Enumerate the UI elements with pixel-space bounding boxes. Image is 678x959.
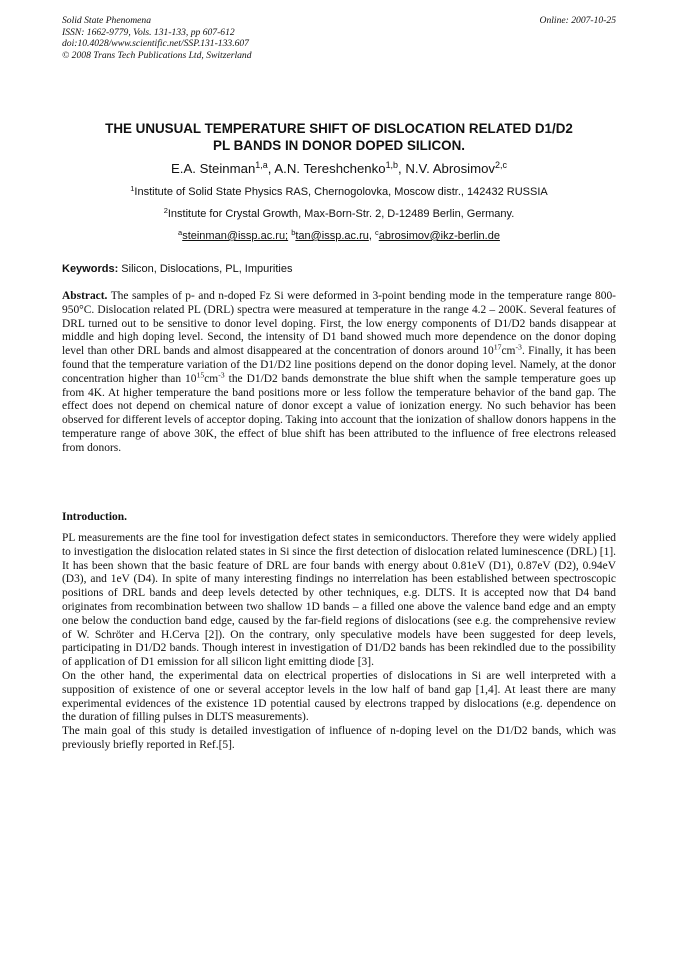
keywords-label: Keywords: <box>62 263 119 275</box>
affiliation-2 <box>30 205 648 221</box>
author-separator: , <box>267 161 275 176</box>
email-marker: c <box>375 227 379 237</box>
abstract-text: . Finally, it has been found that the temperature variation of the D1/D2 line positions depend on the donor doping level. Namely, at the donor concentration higher than 10 <box>62 345 616 385</box>
author-separator: , <box>398 161 406 176</box>
email-link[interactable]: tan@issp.ac.ru <box>295 230 369 242</box>
abstract-label: Abstract. <box>62 290 108 302</box>
abstract-text: cm <box>204 372 219 385</box>
affiliation-text: Institute of Solid State Physics RAS, Chernogolovka, Moscow distr., 142432 RUSSIA <box>134 186 548 198</box>
author-affiliation-marker: 1,b <box>385 160 399 171</box>
affiliation-1 <box>30 183 648 199</box>
online-date: Online: 2007-10-25 <box>539 15 616 26</box>
affiliation-text: Institute for Crystal Growth, Max-Born-Str. 2, D-12489 Berlin, Germany. <box>167 208 515 220</box>
abstract <box>62 290 616 456</box>
abstract-text: cm <box>501 345 516 358</box>
paper-title <box>40 121 638 154</box>
exponent: -3 <box>218 370 225 380</box>
journal-name: Solid State Phenomena <box>62 15 151 26</box>
email-link[interactable]: steinman@issp.ac.ru; <box>182 230 289 242</box>
title-line-2: PL BANDS IN DONOR DOPED SILICON. <box>213 137 465 153</box>
email-marker: b <box>291 227 296 237</box>
keywords <box>62 263 616 276</box>
journal-header <box>62 15 616 61</box>
author-name: N.V. Abrosimov <box>405 161 496 176</box>
author-affiliation-marker: 1,a <box>255 160 268 171</box>
author-list <box>30 160 648 177</box>
title-line-1: THE UNUSUAL TEMPERATURE SHIFT OF DISLOCATION RELATED D1/D2 <box>105 121 573 136</box>
section-heading-introduction: Introduction. <box>62 511 127 523</box>
abstract-text: The samples of p- and n-doped Fz Si were deformed in 3-point bending mode in the temperature range 800-950°C. Dislocation related PL (DRL) spectra were measured at temperature in the range 4.2 – 200K. Several features of DRL turned out to be sensitive to donor level doping. First, the low energy components of D1/D2 bands disappear at middle and high doping level. Second, the intensity of D1 band showed much more dependence on the donor doping level than other DRL bands and almost disappeared at the concentration of donors around 10 <box>62 290 616 358</box>
author-name: A.N. Tereshchenko <box>274 161 386 176</box>
doi-line: doi:10.4028/www.scientific.net/SSP.131-133.607 <box>62 38 249 50</box>
paragraph: The main goal of this study is detailed investigation of influence of n-doping level on the D1/D2 bands, which was previously briefly reported in Ref.[5]. <box>62 725 616 751</box>
author-affiliation-marker: 2,c <box>495 160 507 171</box>
email-link[interactable]: abrosimov@ikz-berlin.de <box>378 230 500 242</box>
affiliation-marker: 1 <box>130 183 135 193</box>
email-marker: a <box>178 227 183 237</box>
author-name: E.A. Steinman <box>171 161 256 176</box>
email-separator: , <box>368 230 375 242</box>
issn-line: ISSN: 1662-9779, Vols. 131-133, pp 607-612 <box>62 26 235 38</box>
introduction-body <box>62 532 616 753</box>
exponent: 17 <box>493 342 502 352</box>
copyright-line: © 2008 Trans Tech Publications Ltd, Switzerland <box>62 49 252 61</box>
affiliation-marker: 2 <box>163 205 168 215</box>
paragraph: On the other hand, the experimental data on electrical properties of dislocations in Si are well interpreted with a supposition of existence of one or several acceptor levels in the low half of band gap [1,4]. At least there are many experimental evidences of the existence 1D potential caused by electrons trapped by dislocations (e.g. dependence on the duration of filling pulses in DLTS measurements). <box>62 669 616 724</box>
paragraph: PL measurements are the fine tool for investigation defect states in semiconductors. Therefore they were widely applied to investigation the dislocation related states in Si since the first detection of dislocation related luminescence (DRL) [1]. It has been shown that the basic feature of DRL are four bands with energy about 0.81eV (D1), 0.87eV (D2), 0.94eV (D3), and 1eV (D4). In spite of many interesting findings no interrelation has been established between spectroscopic positions of DRL bands and deep levels detected by other techniques, e.g. DLTS. It is accepted now that D4 band originates from recombination between two shallow 1D bands – a filled one above the valence band edge and an empty one below the conduction band edge, caused by the far-field regions of dislocations (see e.g. the comprehensive review of W. Schröter and H.Cerva [2]). On the contrary, only speculative models have been suggested for deep levels, participating in D1/D2 bands. Though interest in investigation of D1/D2 bands has been rekindled due to the possibility of application of D1 emission for all silicon light emitting diode [3]. <box>62 532 616 669</box>
exponent: 15 <box>196 370 205 380</box>
keywords-text: Silicon, Dislocations, PL, Impurities <box>118 263 293 275</box>
abstract-text: the D1/D2 bands demonstrate the blue shift when the sample temperature goes up from 4K. At higher temperature the band positions more or less follow the temperature behavior of the band gap. The effect does not depend on chemical nature of donor except a value of ionization energy. No such behavior has been observed for different levels of acceptor doping. Taking into account that the ionization of shallow donors happens in the temperature range of above 30K, the effect of blue shift has been attributed to the influence of free electrons released from donors. <box>62 372 616 454</box>
exponent: -3 <box>515 342 522 352</box>
author-emails <box>30 227 648 243</box>
